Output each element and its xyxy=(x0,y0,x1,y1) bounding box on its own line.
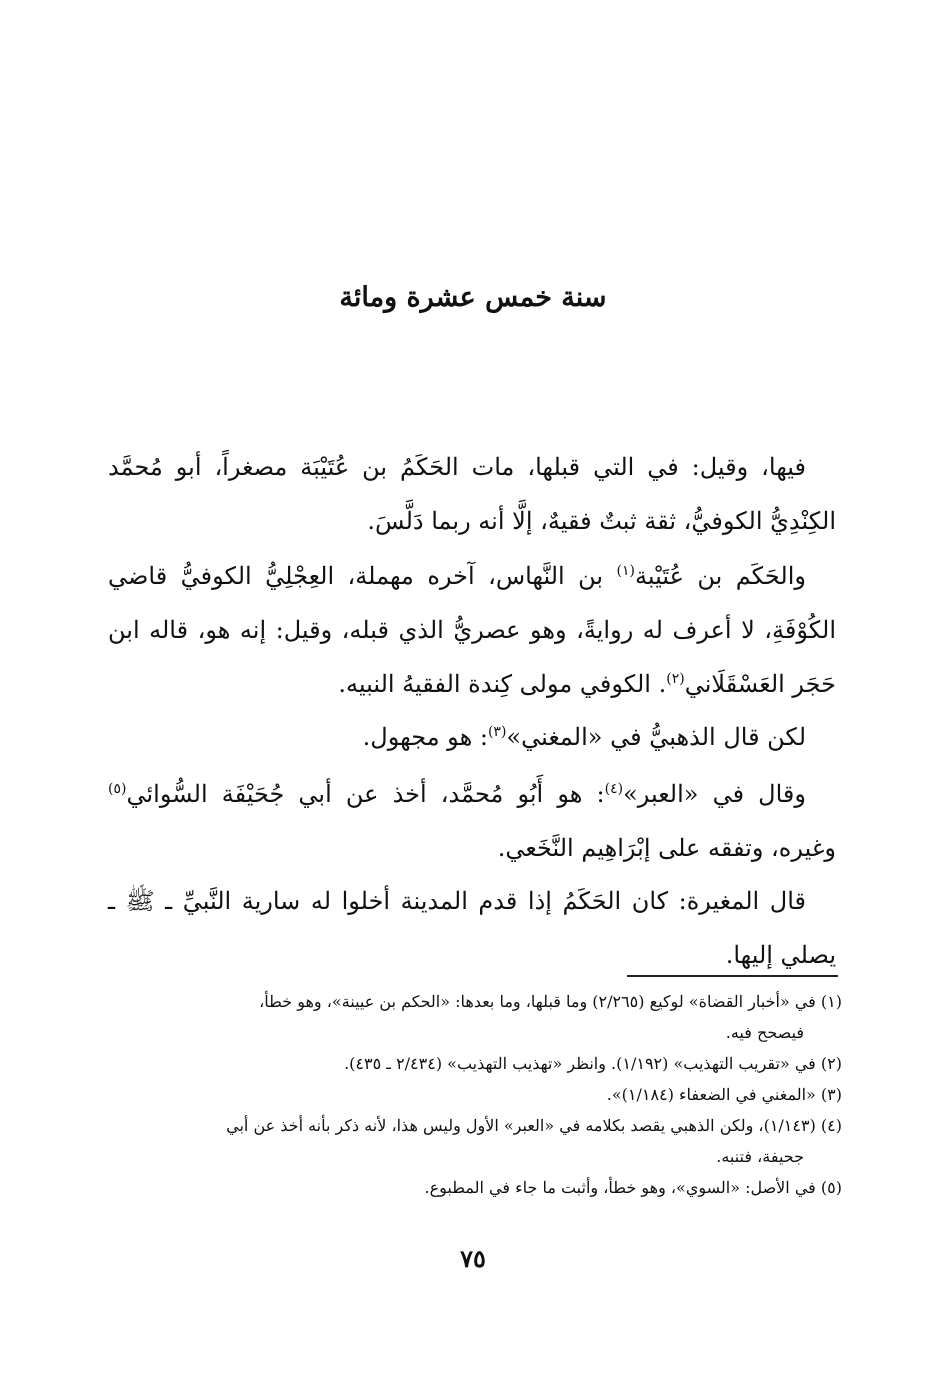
footnote-line: (٢) في «تقريب التهذيب» (١/١٩٢). وانظر «تهذيب التهذيب» (٢/٤٣٤ ـ ٤٣٥). xyxy=(344,1054,842,1073)
footnote-ref-4[interactable]: (٤) xyxy=(604,781,624,797)
footnote-continuation: فيصحح فيه. xyxy=(725,1023,804,1042)
paragraph-text: وقال في «العبر» xyxy=(623,780,806,808)
paragraph-dhahabi-mughni xyxy=(108,710,836,764)
paragraph-mughira xyxy=(108,874,836,982)
paragraph-text: فيها، وقيل: في التي قبلها، مات الحَكَمُ بن عُتَيْبَة مصغراً، أبو مُحمَّد الكِنْدِيُّ الكوفيُّ، ثقة ثبتٌ فقيهٌ، إلَّا أنه ربما دَلَّسَ. xyxy=(108,453,836,535)
page-number: ٧٥ xyxy=(460,1244,486,1273)
footnote-continuation: جحيفة، فتنبه. xyxy=(716,1147,804,1166)
footnote-ref-3[interactable]: (٣) xyxy=(487,724,507,740)
footnote-2 xyxy=(108,1048,842,1079)
footnote-line: (٥) في الأصل: «السوي»، وهو خطأ، وأثبت ما جاء في المطبوع. xyxy=(424,1178,842,1197)
paragraph-death-notice xyxy=(108,440,836,548)
paragraph-text: وغيره، وتفقه على إبْرَاهِيم النَّخَعي. xyxy=(497,834,836,862)
footnote-ref-5[interactable]: (٥) xyxy=(108,781,127,797)
footnote-ref-2[interactable]: (٢) xyxy=(666,671,685,687)
section-title: سنة خمس عشرة ومائة xyxy=(339,282,607,313)
footnote-line: (٣) «المغني في الضعفاء (١/١٨٤)». xyxy=(606,1085,842,1104)
paragraph-text: . الكوفي مولى كِندة الفقيهُ النبيه. xyxy=(338,670,667,698)
paragraph-dhahabi-ibar xyxy=(108,767,836,875)
footnote-3 xyxy=(108,1079,842,1110)
paragraph-text: بن النَّهاس، آخره مهملة، العِجْلِيُّ الكوفيُّ قاضي الكُوْفَةِ، لا أعرف له روايةً، وهو عصريُّ الذي قبله، وقيل: إنه هو، قاله ابن حَجَر العَسْقَلَاني xyxy=(108,562,836,698)
paragraph-text: والحَكَم بن عُتَيْبة xyxy=(634,562,806,590)
footnote-divider xyxy=(627,975,838,977)
paragraph-text: لكن قال الذهبيُّ في «المغني» xyxy=(506,723,806,751)
footnotes xyxy=(108,986,842,1203)
paragraph-biography xyxy=(108,549,836,711)
footnote-1 xyxy=(108,986,842,1048)
footnote-line: (١) في «أخبار القضاة» لوكيع (٢/٢٦٥) وما قبلها، وما بعدها: «الحكم بن عيينة»، وهو خطأ، xyxy=(259,992,842,1011)
footnote-ref-1[interactable]: (١) xyxy=(616,563,635,579)
paragraph-text: : هو أَبُو مُحمَّد، أخذ عن أبي جُحَيْفَة السُّوائي xyxy=(126,780,605,808)
footnote-line: (٤) (١/١٤٣)، ولكن الذهبي يقصد بكلامه في «العبر» الأول وليس هذا، لأنه ذكر بأنه أخذ عن أبي xyxy=(226,1116,842,1135)
paragraph-text: : هو مجهول. xyxy=(362,723,488,751)
footnote-4 xyxy=(108,1110,842,1172)
paragraph-text: قال المغيرة: كان الحَكَمُ إذا قدم المدينة أخلوا له سارية النَّبيِّ ـ ﷺ ـ يصلي إليها. xyxy=(108,887,836,969)
footnote-5 xyxy=(108,1172,842,1203)
